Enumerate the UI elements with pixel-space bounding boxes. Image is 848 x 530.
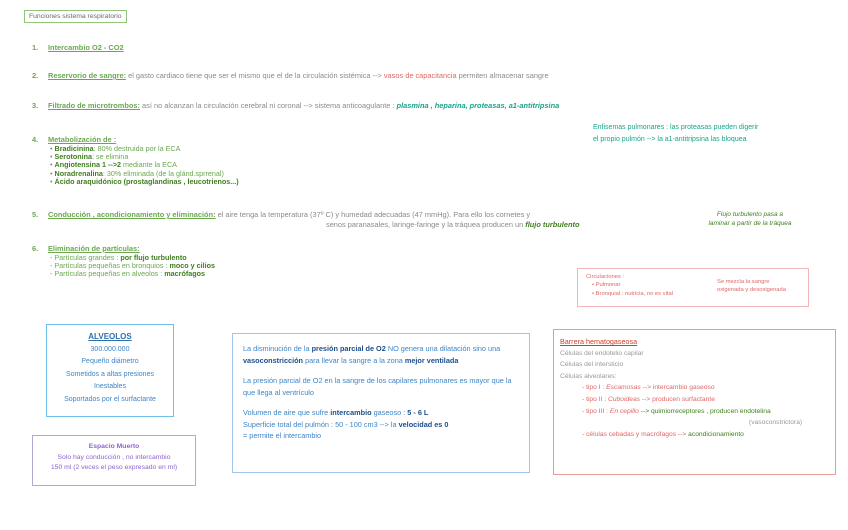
turbulent-flow: flujo turbulento [525,220,580,229]
section-3-anticoagulants: plasmina , heparina, proteasas, a1-antitripsina [396,101,560,110]
list-item: • Bronquial : nutricia, no es vital [592,290,673,297]
alveolos-box [46,324,174,417]
emphysema-note [593,122,758,146]
section-2-vessels: vasos de capacitancia [383,71,457,80]
barrier-type-3: - tipo III : En cepillo --> quimiorreceptores , producen endotelina [582,407,771,415]
list-item: - Partículas pequeñas en alveolos : macrófagos [50,269,206,279]
section-4 [32,135,116,144]
pressure-box [232,333,530,473]
section-2 [32,71,549,80]
section-number: 6. [32,244,39,253]
emphysema-note-line: el propio pulmón --> la a1-antitripsina las bloquea [593,136,747,143]
pressure-paragraph-3: Volumen de aire que sufre intercambio gaseoso : 5 - 6 L Superficie total del pulmón : 50 - 100 cm3 --> la velocidad es 0 = permite el intercambio [243,408,449,440]
section-3-heading: Filtrado de microtrombos: [48,101,140,110]
pressure-paragraph-1: La disminución de la presión parcial de O2 NO genera una dilatación sino una vasoconstricción para llevar la sangre a la zona mejor ventilada [243,344,501,365]
barrier-box [553,329,836,475]
section-6 [32,244,140,253]
section-5 [32,210,530,219]
list-item: - Partículas pequeñas en bronquios : moco y cilios [50,261,216,271]
dead-space-line: 150 ml (2 veces el peso expresado en ml) [50,464,178,471]
section-number: 2. [32,71,39,80]
emphysema-note-line: Enfisemas pulmonares : las proteasas pueden digerir [593,124,759,131]
section-3 [32,101,559,110]
dead-space-box [32,435,196,486]
page-title: Funciones sistema respiratorio [24,10,127,23]
particle-list [50,254,215,279]
section-number: 1. [32,43,39,52]
section-number: 5. [32,210,39,219]
list-item: • Noradrenalina: 30% eliminada (de la glánd.sprrenal) [50,168,224,178]
section-number: 4. [32,135,39,144]
alveolos-line: Inestables [94,383,126,390]
barrier-line: Células del endotelio capilar [560,349,644,357]
section-3-text: así no alcanzan la circulación cerebral ni coronal --> sistema anticoagulante : [142,101,395,110]
section-6-heading: Eliminación de partículas: [48,244,140,253]
list-item: • Pulmonar [592,282,621,289]
circulations-box [577,268,809,307]
section-5-text: el aire tenga la temperatura (37º C) y humedad adecuadas (47 mmHg). Para ello los cornetes y [217,210,531,219]
circulations-title: Circulaciones : [586,274,625,280]
barrier-title: Barrera hematogaseosa [560,337,638,346]
dead-space-title: Espacio Muerto [88,443,140,450]
alveolos-title: ALVEOLOS [88,332,132,341]
barrier-line-4: - células cebadas y macrófagos --> acondicionamiento [582,430,744,438]
section-1-heading: Intercambio O2 - CO2 [48,43,124,52]
section-4-heading: Metabolización de : [48,135,117,144]
alveolos-line: 300.000.000 [90,345,130,353]
alveolos-line: Soportados por el surfactante [64,395,156,403]
barrier-type-2: - tipo II : Cuboideas --> producen surfactante [582,395,715,403]
barrier-line: Células alveolares: [560,372,617,380]
section-1 [32,43,124,52]
list-item: • Ácido araquidónico (prostaglandinas , leucotrienos...) [50,176,239,186]
pressure-paragraph-2: La presión parcial de O2 en la sangre de los capilares pulmonares es mayor que la que llega al ventrículo [243,376,512,397]
alveolos-line: Pequeño diámetro [81,358,139,365]
metabolization-list [50,145,239,186]
list-item: • Bradicinina: 80% destruida por la ECA [50,144,181,153]
list-item: • Serotonina: se elimina [50,152,129,162]
section-2-text: el gasto cardiaco tiene que ser el mismo que el de la circulación sistémica --> [128,71,382,80]
turbulent-note: Flujo turbulento pasa a laminar a partir de la tráquea [708,211,792,227]
barrier-type-3-note: (vasoconstrictora) [749,419,803,427]
barrier-type-1: - tipo I : Escamosas --> intercambio gaseoso [582,384,715,392]
section-5-line-2: senos paranasales, laringe-faringe y la tráquea producen un flujo turbulento [326,220,580,229]
list-item: - Partículas grandes : por flujo turbulento [50,253,187,262]
section-2-heading: Reservorio de sangre: [48,71,127,80]
circulations-side-note: Se mezcla la sangre oxigenada y desoxigenada [717,279,786,294]
section-5-heading: Conducción , acondicionamiento y eliminación: [48,210,216,219]
barrier-line: Células del intersticio [560,361,624,369]
alveolos-line: Sometidos a altas presiones [66,370,154,378]
list-item: • Angiotensina 1 -->2 mediante la ECA [50,160,177,170]
section-number: 3. [32,101,39,110]
section-2-rest: permiten almacenar sangre [458,71,549,80]
dead-space-line: Solo hay conducción , no intercambio [57,453,171,461]
